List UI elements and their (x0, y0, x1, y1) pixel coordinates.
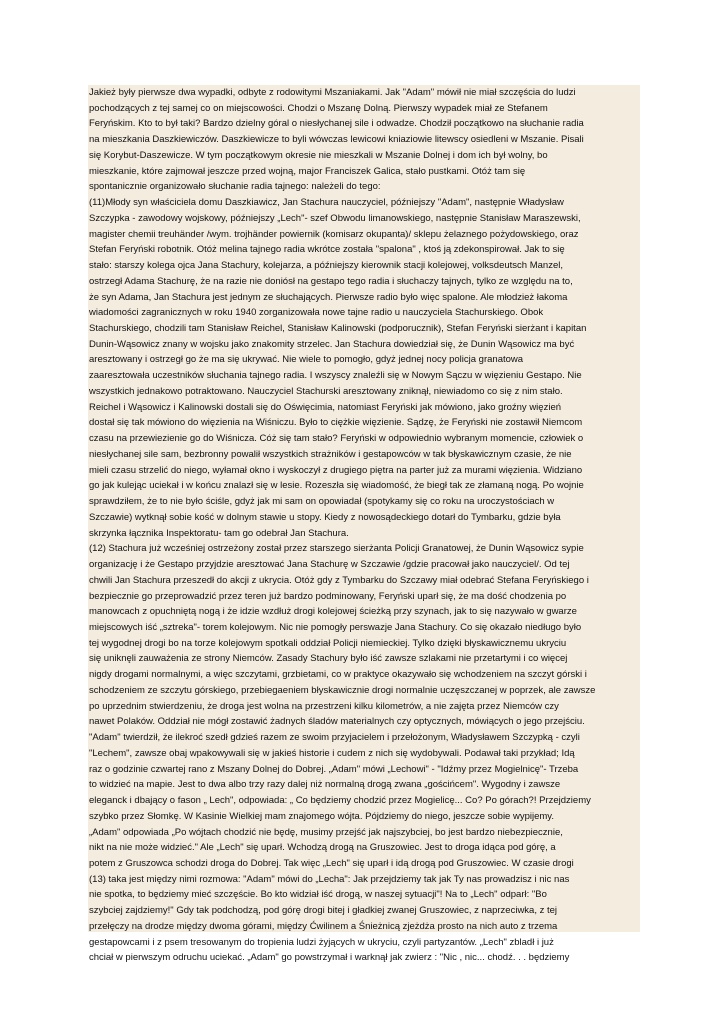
text-line: sprawdziłem, że to nie było ściśle, gdyż jak mi sam on opowiadał (spotykamy się co roku na uroczystościach w (89, 496, 555, 508)
text-line: wiadomości zagranicznych w roku 1940 zorganizowała nowe tajne radio u nauczyciela Stachurskiego. Obok (89, 307, 544, 319)
text-line: pochodzących z tej samej co on miejscowości. Chodzi o Mszanę Dolną. Pierwszy wypadek miał ze Stefanem (89, 102, 548, 114)
text-line: chciał w pierwszym odruchu uciekać. „Adam" go powstrzymał i warknął jak zwierz : "Nic , nic... chodź. . . będziemy (89, 952, 570, 964)
text-line: czasu na przewiezienie go do Wiśnicza. Cóż się tam stało? Feryński w odpowiednio wybranym momencie, człowiek o (89, 433, 584, 445)
text-line: wszystkich jednakowo potraktowano. Nauczyciel Stachurski aresztowany zniknął, niewiadomo co się z nim stało. (89, 385, 563, 397)
text-line: ostrzegł Adama Stachurę, że na razie nie doniósł na gestapo tego radia i słuchaczy tajnych, tylko ze względu na to, (89, 275, 573, 287)
text-line: po uprzednim stwierdzeniu, że droga jest wolna na przestrzeni kilku kilometrów, a nie zajęta przez Niemców czy (89, 700, 559, 712)
text-line: gestapowcami i z psem tresowanym do tropienia ludzi żyjących w ukryciu, czyli partyzantów. „Lech" zbladł i już (89, 936, 554, 948)
text-line: że syn Adama, Jan Stachura jest jednym ze słuchających. Pierwsze radio było więc spalone. Ale młodzież łakoma (89, 291, 568, 303)
text-line: (13) taka jest między nimi rozmowa: "Adam" mówi do „Lecha": Jak przejdziemy tak jak Ty nas prowadzisz i nic nas (89, 873, 570, 885)
text-line: nawet Polaków. Oddział nie mógł zostawić żadnych śladów materialnych czy optycznych, mówiących o jego przejściu. (89, 716, 585, 728)
text-line: tej wygodnej drogi bo na torze kolejowym spotkali oddział Policji niemieckiej. Tylko dzięki błyskawicznemu ukryciu (89, 637, 567, 649)
text-line: Reichel i Wąsowicz i Kalinowski dostali się do Oświęcimia, natomiast Feryński jak mówiono, jako groźny więzień (89, 401, 562, 413)
text-line: "Lechem", zawsze obaj wpakowywali się w jakieś historie i cudem z nich się wydobywali. Podawał taki przykład; Idą (89, 747, 575, 759)
text-line: raz o godzinie czwartej rano z Mszany Dolnej do Dobrej. „Adam" mówi „Lechowi" - "Idźmy przez Mogielnicę"- Trzeba (89, 763, 579, 775)
text-line: Feryńskim. Kto to był taki? Bardzo dzielny góral o niesłychanej sile i odwadze. Chodził początkowo na słuchanie radia (89, 118, 584, 130)
paragraph-3 (89, 541, 638, 966)
text-line: się Korybut-Daszewicze. W tym początkowym okresie nie mieszkali w Mszanie Dolnej i dom ich był wolny, bo (89, 149, 548, 161)
text-line: to widzieć na mapie. Jest to dwa albo trzy razy dalej niż normalną drogą zwana „gościńcem". Wygodny i zawsze (89, 779, 561, 791)
text-line: (12) Stachura już wcześniej ostrzeżony został przez starszego sierżanta Policji Granatowej, że Dunin Wąsowicz sypie (89, 543, 584, 555)
text-line: magister chemii treuhänder /wym. trojhänder powiernik (komisarz okupanta)/ sklepu żelaznego pożydowskiego, oraz (89, 228, 579, 240)
text-line: na mieszkania Daszkiewiczów. Daszkiewicze to byli wówczas lewicowi kniaziowie litewscy osiedleni w Mszanie. Pisali (89, 134, 584, 146)
text-line: go jak kulejąc uciekał i w końcu znalazł się w lesie. Rozeszła się wiadomość, że biegł tak ze złamaną nogą. Po wojnie (89, 480, 584, 492)
text-line: niesłychanej sile sam, bezbronny powalił wszystkich strażników i gestapowców w tak błyskawicznym czasie, że nie (89, 448, 572, 460)
text-line: eleganck i dbający o fason „ Lech", odpowiada: „ Co będziemy chodzić przez Mogielicę... Co? Po górach?! Przejdziemy (89, 795, 591, 807)
text-line: schodzeniem ze szczytu górskiego, przebiegaeniem błyskawicznie drogi normalnie uczęszczanej w poprzek, ale zawsze (89, 684, 596, 696)
text-line: "Adam" twierdził, że ilekroć szedł gdzieś razem ze swoim przyjacielem i przełożonym, Władysławem Szczypką - czyli (89, 732, 580, 744)
text-line: szybko przez Słomkę. W Kasinie Wielkiej mam znajomego wójta. Pójdziemy do niego, jeszcze sobie wypijemy. (89, 810, 554, 822)
text-line: szybciej zajdziemy!" Gdy tak podchodzą, pod górę drogi bitej i gładkiej zwanej Gruszowiec, z naprzeciwka, z tej (89, 905, 558, 917)
text-line: organizację i że Gestapo przyjdzie aresztować Jana Stachurę w Szczawie /gdzie pracował jako nauczyciel/. Od tej (89, 559, 570, 571)
text-line: potem z Gruszowca schodzi droga do Dobrej. Tak więc „Lech" się uparł i idą drogą pod Gruszowiec. W czasie drogi (89, 857, 574, 869)
text-line: dostał się tak mówiono do więzienia na Wiśniczu. Było to ciężkie więzienie. Sądzę, że Feryński nie zostawił Niemcom (89, 417, 583, 429)
text-line: się uniknęli zauważenia ze strony Niemców. Zasady Stachury było iść zawsze szlakami nie przetartymi i co więcej (89, 653, 568, 665)
text-line: przełęczy na drodze między dwoma górami, między Ćwilinem a Śnieżnicą zjeżdża prosto na nich auto z trzema (89, 920, 558, 932)
text-line: mieszkanie, które zajmował jeszcze przed wojną, major Franciszek Galica, stało pustkami. Otóż tam się (89, 165, 526, 177)
text-line: stało: starszy kolega ojca Jana Stachury, kolejarza, a późniejszy kierownik stacji kolejowej, volksdeutsch Manzel, (89, 260, 563, 272)
text-line: mieli czasu strzelić do niego, wyłamał okno i wyskoczył z drugiego piętra na parter już za murami więzienia. Widziano (89, 464, 583, 476)
text-line: bezpiecznie go przeprowadzić przez teren już bardzo podminowany, Feryński uparł się, że ma dość chodzenia po (89, 590, 567, 602)
text-line: zaaresztowała uczestników słuchania tajnego radia. I wszyscy znaleźli się w Nowym Sączu w więzieniu Gestapo. Nie (89, 370, 582, 382)
text-line: aresztowany i ostrzegł go że ma się ukrywać. Nie wiele to pomogło, gdyż jednej nocy policja granatowa (89, 354, 524, 366)
document-text-block (88, 85, 640, 964)
text-line: spontanicznie organizowało słuchanie radia tajnego: należeli do tego: (89, 181, 381, 193)
text-line: miejscowych iść „sztreka"- torem kolejowym. Nic nie pomogły perswazje Jana Stachury. Co się okazało niedługo było (89, 621, 582, 633)
text-line: nie spotka, to będziemy mieć szczęście. Bo kto widział iść drogą, w naszej sytuacji"! Na to „Lech" odparł: "Bo (89, 889, 547, 901)
text-line: Stefan Feryński robotnik. Otóż melina tajnego radia wkrótce została "spalona" , ktoś ją zdekonspirował. Jak to się (89, 244, 565, 256)
text-line: Dunin-Wąsowicz znany w wojsku jako znakomity strzelec. Jan Stachura dowiedział się, że Dunin Wąsowicz ma być (89, 338, 575, 350)
text-line: manowcach z opuchniętą nogą i że idzie wzdłuż drogi kolejowej ścieżką przy szynach, jak to się nazywało w gwarze (89, 606, 577, 618)
text-line: (11)Młody syn właściciela domu Daszkiawicz, Jan Stachura nauczyciel, późniejszy "Adam", następnie Władysław (89, 197, 564, 209)
text-line: „Adam" odpowiada „Po wójtach chodzić nie będę, musimy przejść jak najszybciej, bo jest bardzo niebezpiecznie, (89, 826, 563, 838)
text-line: Szczypka - zawodowy wojskowy, późniejszy „Lech"- szef Obwodu limanowskiego, następnie Stanisław Maraszewski, (89, 212, 581, 224)
text-line: Jakież były pierwsze dwa wypadki, odbyte z rodowitymi Mszaniakami. Jak "Adam" mówił nie miał szczęścia do ludzi (89, 87, 576, 98)
text-line: Szczawie) wytknął sobie kość w dolnym stawie u stopy. Kiedy z nowosądeckiego dotarł do Tymbarku, gdzie była (89, 511, 561, 523)
paragraph-2 (89, 195, 638, 541)
text-line: chwili Jan Stachura przeszedł do akcji z ukrycia. Otóż gdy z Tymbarku do Szczawy miał odebrać Stefana Feryńskiego i (89, 574, 589, 586)
text-line: nigdy drogami normalnymi, a więc szczytami, grzbietami, co w praktyce okazywało się wchodzeniem na szczyt górski i (89, 669, 587, 681)
text-line: nikt na nie może widzieć." Ale „Lech" się uparł. Wchodzą drogą na Gruszowiec. Jest to droga idąca pod górę, a (89, 842, 556, 854)
paragraph-1 (89, 85, 638, 195)
text-line: skrzynka łącznika Inspektoratu- tam go odebrał Jan Stachura. (89, 527, 349, 539)
text-line: Stachurskiego, chodzili tam Stanisław Reichel, Stanisław Kalinowski (podporucznik), Stefan Feryński sierżant i kapitan (89, 323, 587, 335)
